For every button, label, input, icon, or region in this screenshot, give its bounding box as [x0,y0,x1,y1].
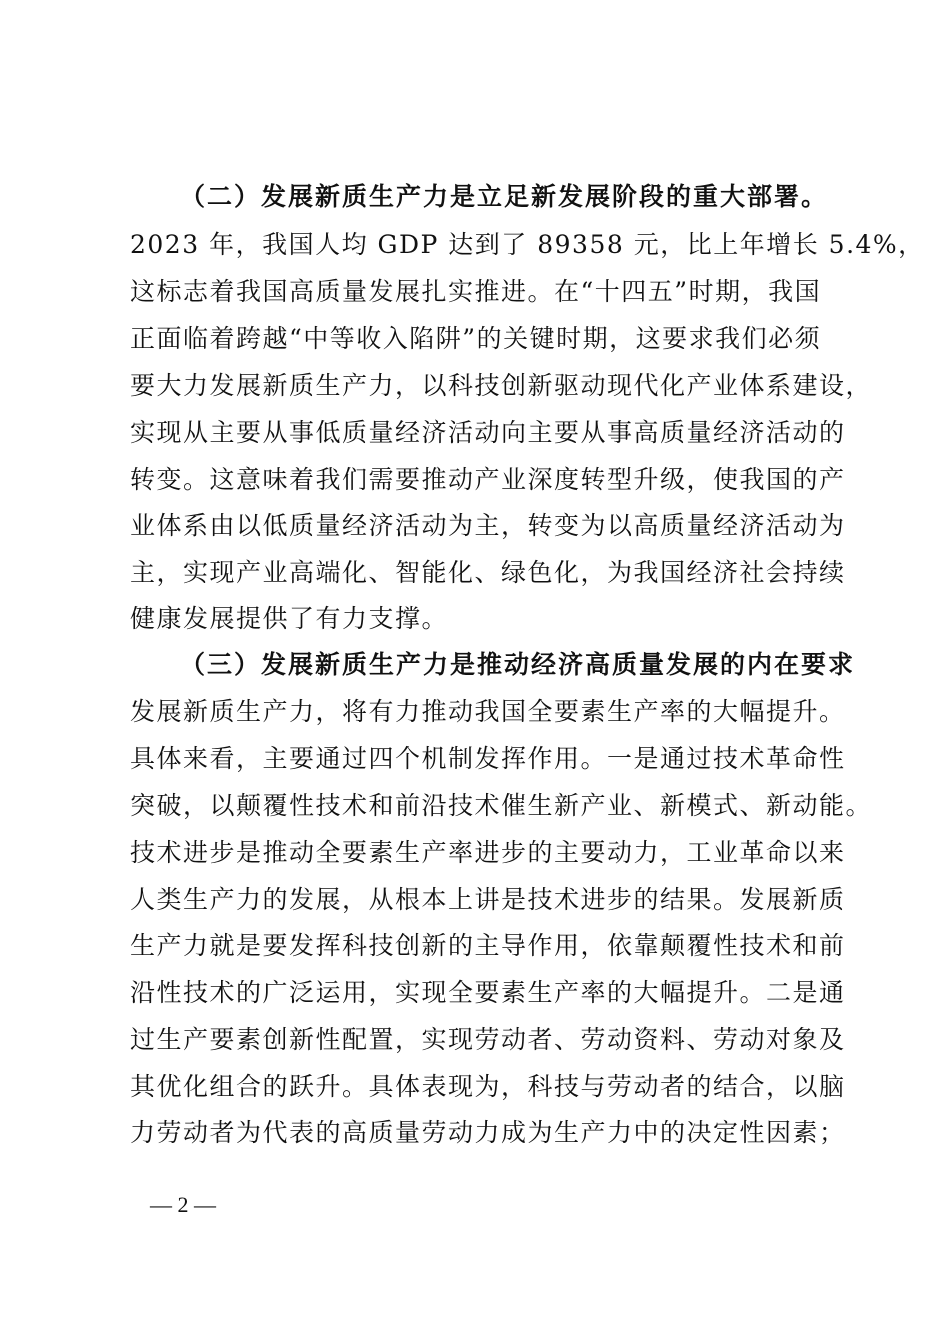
section-3-line: 发展新质生产力，将有力推动我国全要素生产率的大幅提升。 [130,697,846,726]
section-3-line: 突破，以颠覆性技术和前沿技术催生新产业、新模式、新动能。 [130,791,873,820]
section-2-heading: （二）发展新质生产力是立足新发展阶段的重大部署。 [180,182,829,211]
section-3-line: 生产力就是要发挥科技创新的主导作用，依靠颠覆性技术和前 [130,931,846,960]
page-number: — 2 — [150,1192,216,1217]
section-3-line: 其优化组合的跃升。具体表现为，科技与劳动者的结合，以脑 [130,1072,846,1101]
section-2-line: 业体系由以低质量经济活动为主，转变为以高质量经济活动为 [130,511,846,540]
section-3-line: 人类生产力的发展，从根本上讲是技术进步的结果。发展新质 [130,885,846,914]
section-3-line: 具体来看，主要通过四个机制发挥作用。一是通过技术革命性 [130,744,846,773]
section-3-line: 沿性技术的广泛运用，实现全要素生产率的大幅提升。二是通 [130,978,846,1007]
section-2-line: 转变。这意味着我们需要推动产业深度转型升级，使我国的产 [130,465,846,494]
section-3-line: 力劳动者为代表的高质量劳动力成为生产力中的决定性因素； [130,1118,846,1147]
section-3-heading: （三）发展新质生产力是推动经济高质量发展的内在要求 [180,650,856,679]
section-2-line: 正面临着跨越“中等收入陷阱”的关键时期，这要求我们必须 [130,324,822,353]
section-2-line: 实现从主要从事低质量经济活动向主要从事高质量经济活动的 [130,418,846,447]
section-2-line: 2023 年，我国人均 GDP 达到了 89358 元，比上年增长 5.4%， [130,230,925,259]
section-2-line: 主，实现产业高端化、智能化、绿色化，为我国经济社会持续 [130,558,846,587]
section-2-line: 健康发展提供了有力支撑。 [130,604,449,633]
section-2-line: 要大力发展新质生产力，以科技创新驱动现代化产业体系建设， [130,371,873,400]
section-3-line: 过生产要素创新性配置，实现劳动者、劳动资料、劳动对象及 [130,1025,846,1054]
section-2-line: 这标志着我国高质量发展扎实推进。在“十四五”时期，我国 [130,277,822,306]
section-3-line: 技术进步是推动全要素生产率进步的主要动力，工业革命以来 [130,838,846,867]
